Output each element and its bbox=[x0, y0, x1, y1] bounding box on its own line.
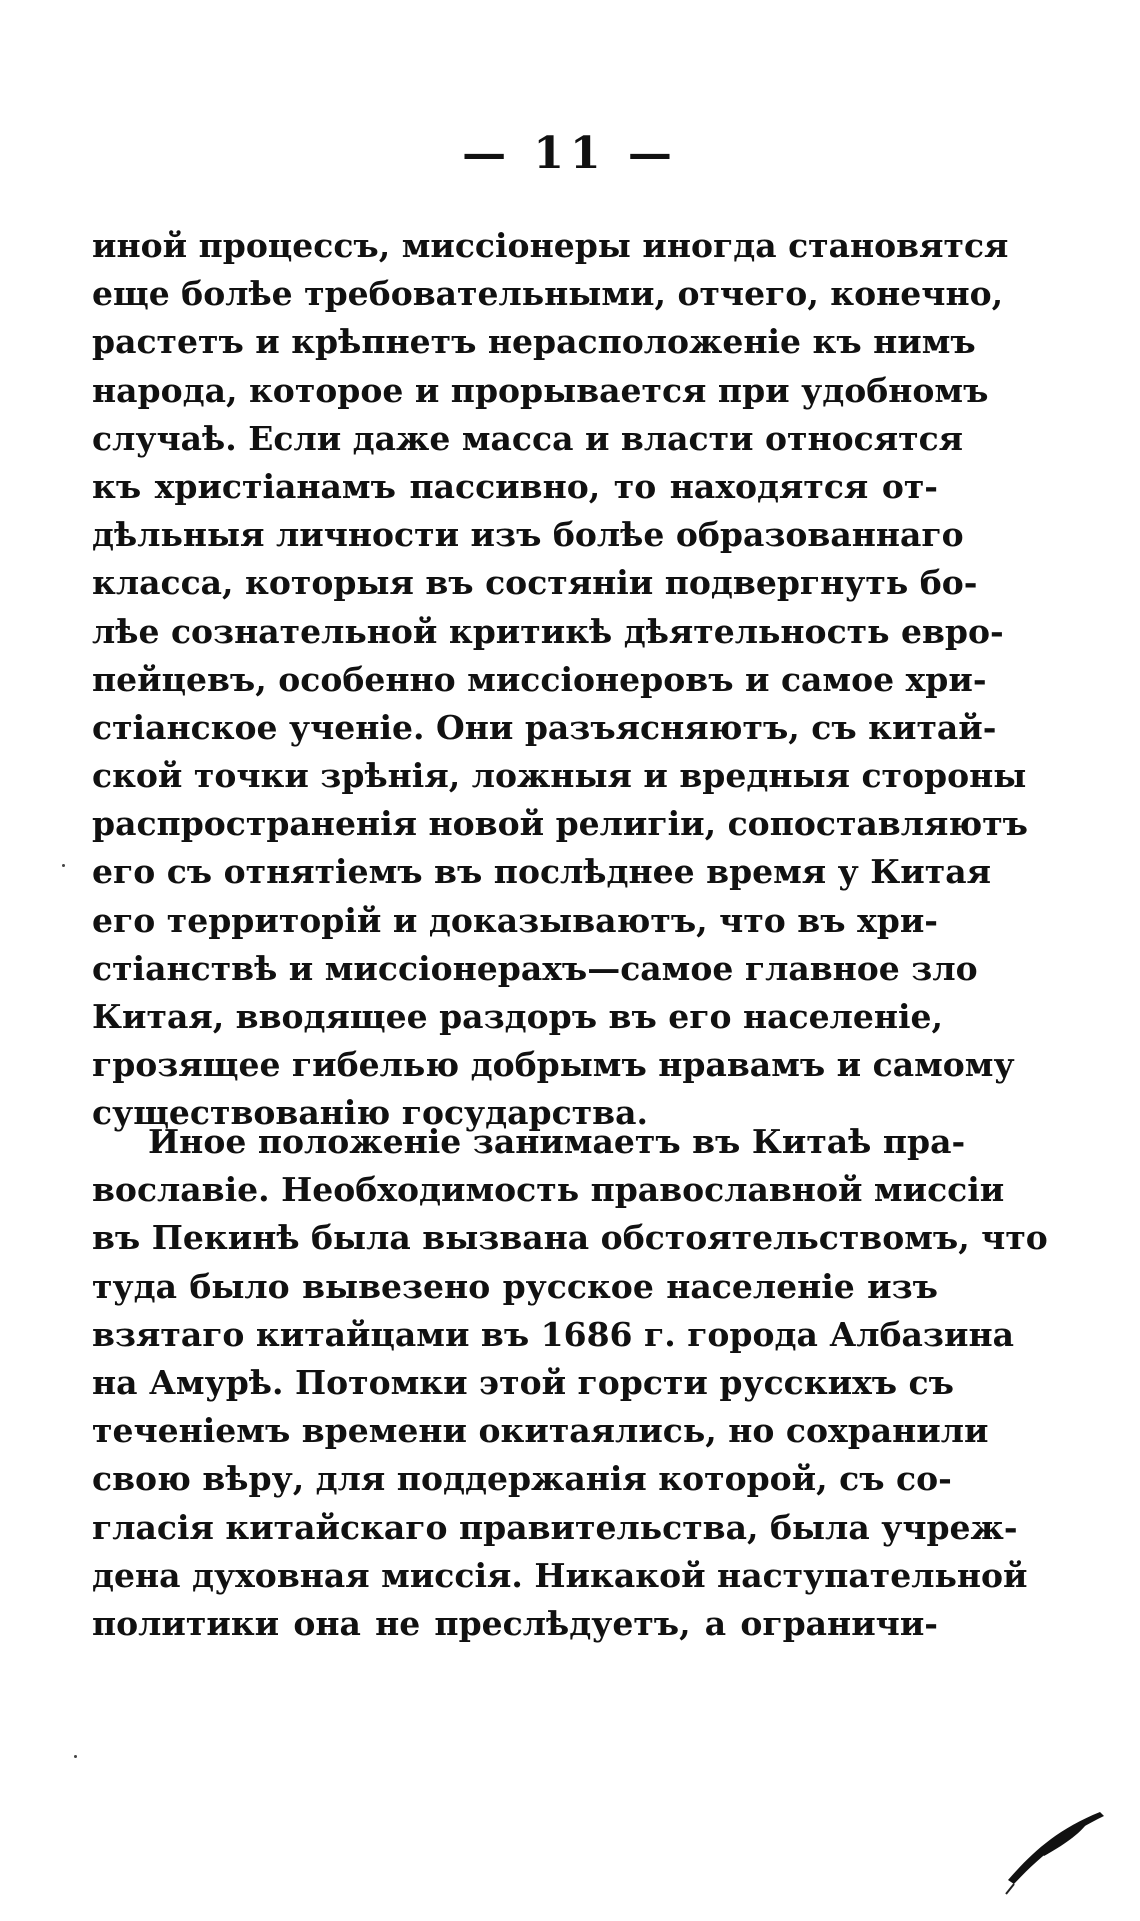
text-line: дѣльныя личности изъ болѣе образованнаго bbox=[92, 515, 964, 555]
text-line: народа, которое и прорывается при удобномъ bbox=[92, 370, 989, 410]
text-line: его территорій и доказываютъ, что въ хри- bbox=[92, 900, 938, 940]
text-line: въ Пекинѣ была вызвана обстоятельствомъ, что bbox=[92, 1218, 1048, 1258]
text-line: политики она не преслѣдуетъ, а ограничи- bbox=[92, 1603, 938, 1643]
text-line: теченіемъ времени окитаялись, но сохранили bbox=[92, 1411, 989, 1451]
text-line: взятаго китайцами въ 1686 г. города Албазина bbox=[92, 1314, 1014, 1354]
text-line: еще болѣе требовательными, отчего, конечно, bbox=[92, 274, 1004, 314]
text-line: Китая, вводящее раздоръ въ его населеніе, bbox=[92, 997, 944, 1036]
text-line: дена духовная миссія. Никакой наступательной bbox=[92, 1555, 1028, 1595]
text-line: ской точки зрѣнія, ложныя и вредныя стороны bbox=[92, 756, 1027, 796]
text-line: Иное положеніе занимаетъ въ Китаѣ пра- bbox=[148, 1122, 966, 1161]
page-number: — 11 — bbox=[462, 128, 678, 179]
paragraph-2 bbox=[92, 1118, 1048, 1648]
paragraph-1 bbox=[92, 222, 1028, 1138]
stray-dot bbox=[74, 1755, 77, 1758]
text-line: туда было вывезено русское населеніе изъ bbox=[92, 1266, 938, 1306]
text-line: класса, которыя въ состяніи подвергнуть бо- bbox=[92, 563, 978, 603]
text-line: стіанствѣ и миссіонерахъ—самое главное зло bbox=[92, 948, 978, 988]
text-line: стіанское ученіе. Они разъясняютъ, съ китай- bbox=[92, 707, 997, 747]
text-line: гласія китайскаго правительства, была учреж- bbox=[92, 1507, 1018, 1547]
stray-dot bbox=[62, 864, 65, 867]
text-line: свою вѣру, для поддержанія которой, съ со- bbox=[92, 1459, 952, 1499]
text-line: грозящее гибелью добрымъ нравамъ и самому bbox=[92, 1045, 1015, 1085]
text-line: иной процессъ, миссіонеры иногда становятся bbox=[92, 226, 1009, 265]
text-line: случаѣ. Если даже масса и власти относятся bbox=[92, 418, 964, 458]
text-line: распространенія новой религіи, сопоставляютъ bbox=[92, 804, 1028, 844]
text-line: существованію государства. bbox=[92, 1093, 648, 1133]
text-line: вославіе. Необходимость православной миссіи bbox=[92, 1170, 1005, 1210]
text-line: пейцевъ, особенно миссіонеровъ и самое хри- bbox=[92, 659, 987, 699]
ink-mark bbox=[1000, 1760, 1120, 1900]
text-line: растетъ и крѣпнетъ нерасположеніе къ нимъ bbox=[92, 322, 976, 362]
text-line: на Амурѣ. Потомки этой горсти русскихъ съ bbox=[92, 1362, 954, 1402]
text-line: его съ отнятіемъ въ послѣднее время у Китая bbox=[92, 852, 991, 892]
text-line: лѣе сознательной критикѣ дѣятельность евро- bbox=[92, 611, 1004, 651]
text-line: къ христіанамъ пассивно, то находятся от- bbox=[92, 466, 938, 506]
